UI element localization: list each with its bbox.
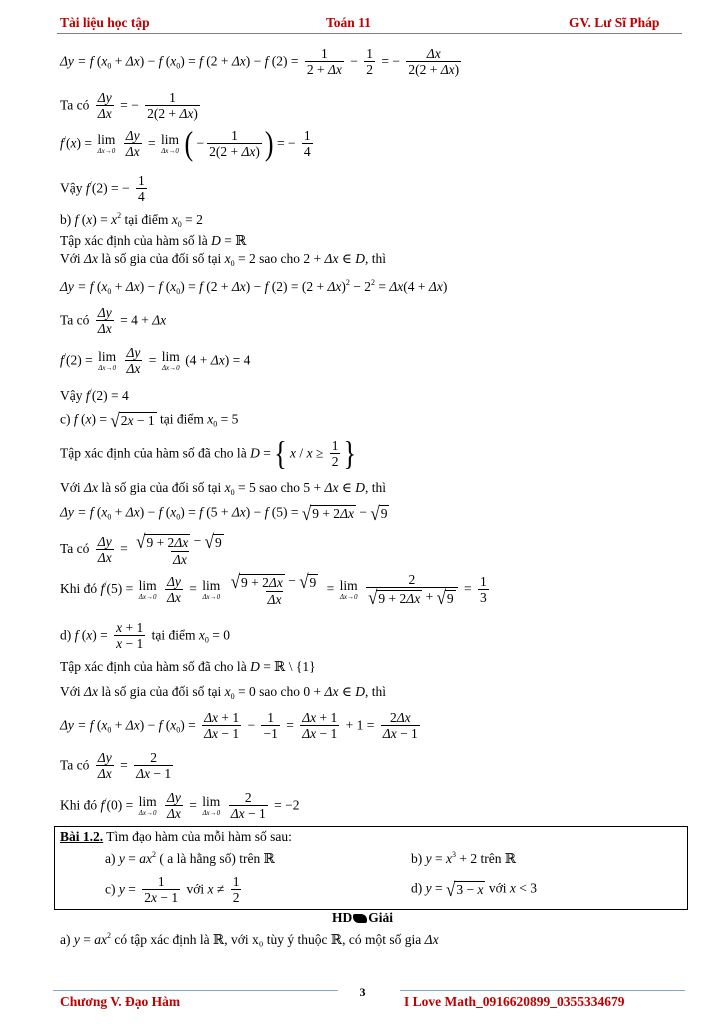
label-khido-d: Khi đó — [60, 797, 98, 813]
page-number: 3 — [359, 985, 366, 999]
voi-c: Với — [60, 480, 81, 495]
footer-right: I Love Math_0916620899_0355334679 — [404, 994, 625, 1009]
la-so-gia-c: là số gia của đối số tại — [101, 480, 222, 495]
hand-icon — [353, 914, 367, 923]
part-d-title: d) f (x) = $\frac{x + 1}{x - 1}$ tại điểm $x_0 = 0$ — [60, 620, 230, 652]
header-left: Tài liệu học tập — [60, 15, 150, 30]
formula-a-ratio: Ta có $\frac{\Delta y}{\Delta x}$ = − $\frac{1}{2(2 + \Delta x)}$ — [60, 90, 198, 122]
formula-d-delta-y: Δy = f $(x_0 + \Delta x) - f$ $(x_0)$ = $\frac{\Delta x + 1}{\Delta x - 1}$ − $\frac{1}{-1}$ = $\frac{\Delta x + 1}{\Delta x - 1}$ + 1 = $\frac{2\Delta x}{\Delta x - 1}$ — [60, 710, 418, 742]
sao-cho-c: sao cho — [259, 480, 301, 495]
tai-diem-c: tại điểm — [159, 411, 204, 427]
domain-c-text: Tập xác định của hàm số đã cho là — [60, 445, 247, 461]
voi-b: Với — [60, 251, 81, 266]
formula-c-delta-y: Δy = f $(x_0 + \Delta x) - f$ $(x_0) = f$ (5 + Δx) − f (5) = √9 + 2Δx − √9 — [60, 502, 388, 525]
solution-a: a) $y = ax^2$ có tập xác định là ℝ, với x₀ tùy ý thuộc ℝ, có một số gia Δx — [60, 931, 439, 947]
label-khido-c: Khi đó — [60, 581, 98, 597]
footer-left: Chương V. Đạo Hàm — [60, 994, 181, 1009]
increment-c: Với Δx là số gia của đối số tại $x_0 = 5$ sao cho 5 + Δx ∈ D, thì — [60, 480, 386, 497]
part-c-label: c) — [60, 411, 71, 427]
part-b-title: b) f $(x) = x^2$ tại điểm $x_0 = 2$ — [60, 211, 203, 229]
formula-d-ratio: Ta có $\frac{\Delta y}{\Delta x}$ = $\frac{2}{\Delta x - 1}$ — [60, 750, 172, 782]
header-right: GV. Lư Sĩ Pháp — [569, 15, 660, 30]
part-d-label: d) — [60, 627, 72, 643]
thi-d: , thì — [364, 684, 386, 699]
header-center: Toán 11 — [326, 15, 371, 30]
increment-d: Với Δx là số gia của đối số tại $x_0 = 0$ sao cho 0 + Δx ∈ D, thì — [60, 684, 386, 701]
domain-b: Tập xác định của hàm số là D = ℝ — [60, 233, 247, 248]
exercise-c: c) y = $\frac{1}{2x - 1}$ với x ≠ $\frac{1}{2}$ — [105, 874, 240, 906]
formula-c-ratio: Ta có $\frac{\Delta y}{\Delta x}$ = $\frac{√9 + 2\Delta x - √9}{\Delta x}$ — [60, 530, 222, 567]
formula-b-ratio: Ta có $\frac{\Delta y}{\Delta x}$ = 4 + Δx — [60, 305, 167, 337]
exercise-b-tren: trên — [480, 851, 502, 866]
label-taco: Ta có — [60, 97, 90, 113]
exercise-a-label: a) — [105, 851, 116, 866]
conclusion-b: Vậy f/(2) = 4 — [60, 387, 129, 403]
exercise-d: d) y = √3 − x với x < 3 — [411, 878, 537, 901]
solution-a-text3: , có một số gia — [342, 932, 422, 947]
exercise-prompt: Tìm đạo hàm của mỗi hàm số sau: — [106, 829, 292, 844]
formula-b-delta-y: Δy = f $(x_0 + \Delta x) - f$ $(x_0) = f$ (2 + Δx) − f $(2) = (2 + \Delta x)^2 - 2^2 = \Delta x(4 + \Delta x)$ — [60, 278, 448, 296]
solution-a-label: a) — [60, 932, 71, 947]
exercise-b: b) $y = x^3 + 2$ trên ℝ — [411, 850, 517, 866]
exercise-b-label: b) — [411, 851, 423, 866]
solution-heading — [0, 910, 725, 926]
tai-diem-d: tại điểm — [151, 627, 196, 643]
label-taco-c: Ta có — [60, 541, 90, 557]
increment-b: Với Δx là số gia của đối số tại $x_0 = 2$ sao cho 2 + Δx ∈ D, thì — [60, 251, 386, 268]
domain-d-text: Tập xác định của hàm số đã cho là — [60, 659, 247, 674]
solution-heading-left: HD — [331, 910, 353, 925]
domain-d: Tập xác định của hàm số đã cho là D = ℝ \ {1} — [60, 659, 316, 674]
label-vay: Vậy — [60, 180, 83, 196]
formula-a-limit: f/(x) = lim Δx→0 $\frac{\Delta y}{\Delta x}$ = lim Δx→0 ( − $\frac{1}{2(2 + \Delta x)}$ ) = − $\frac{1}{4}$ — [60, 124, 311, 163]
exercise-d-label: d) — [411, 880, 423, 896]
exercise-prompt-line — [60, 830, 292, 844]
label-vay-b: Vậy — [60, 388, 83, 403]
exercise-d-voi: với — [488, 880, 507, 896]
exercise-a: a) $y = ax^2$ ( a là hằng số) trên ℝ — [105, 850, 275, 866]
exercise-title: Bài 1.2. — [60, 829, 104, 844]
la-so-gia-b: là số gia của đối số tại — [101, 251, 222, 266]
domain-c: Tập xác định của hàm số đã cho là D = { x / x ≥ $\frac{1}{2}$ } — [60, 434, 356, 473]
part-c-title: c) f (x) = √2x − 1 tại điểm $x_0 = 5$ — [60, 409, 239, 432]
solution-a-text1: có tập xác định là — [114, 932, 210, 947]
exercise-c-voi: với — [186, 881, 205, 897]
la-so-gia-d: là số gia của đối số tại — [101, 684, 222, 699]
thi-b: , thì — [364, 251, 386, 266]
voi-d: Với — [60, 684, 81, 699]
solution-a-text2: , với x₀ tùy ý thuộc — [224, 932, 328, 947]
exercise-box — [54, 826, 688, 910]
formula-b-limit: f/(2) = lim Δx→0 $\frac{\Delta y}{\Delta x}$ = lim Δx→0 (4 + Δx) = 4 — [60, 345, 251, 377]
part-b-label: b) — [60, 212, 72, 227]
formula-c-limit: Khi đó f/(5) = lim Δx→0 $\frac{\Delta y}{\Delta x}$ = lim Δx→0 $\frac{√9 + 2\Delta x - √9}{\Delta x}$ = lim Δx→0 $\frac{2}{√9 + 2\Delta x + √9}$ = $\frac{1}{3}$ — [60, 570, 487, 609]
label-taco-b: Ta có — [60, 312, 90, 328]
header-rule — [57, 33, 682, 34]
solution-heading-right: Giải — [368, 910, 393, 925]
tai-diem-b: tại điểm — [124, 212, 169, 227]
label-taco-d: Ta có — [60, 757, 90, 773]
exercise-c-label: c) — [105, 881, 116, 897]
formula-a-delta-y: Δy = f $(x_0 + \Delta x) - f$ $(x_0) = f$ (2 + Δx) − f (2) = $\frac{1}{2 + \Delta x}$ − $\frac{1}{2}$ = − $\frac{\Delta x}{2(2 + \Delta x)}$ — [60, 46, 460, 78]
formula-d-limit: Khi đó f/(0) = lim Δx→0 $\frac{\Delta y}{\Delta x}$ = lim Δx→0 $\frac{2}{\Delta x - 1}$ = −2 — [60, 790, 300, 822]
conclusion-a: Vậy f/(2) = − $\frac{1}{4}$ — [60, 173, 145, 205]
sao-cho-d: sao cho — [259, 684, 301, 699]
thi-c: , thì — [364, 480, 386, 495]
exercise-a-note: ( a là hằng số) trên — [159, 851, 261, 866]
sao-cho-b: sao cho — [259, 251, 301, 266]
domain-b-text: Tập xác định của hàm số là — [60, 233, 208, 248]
